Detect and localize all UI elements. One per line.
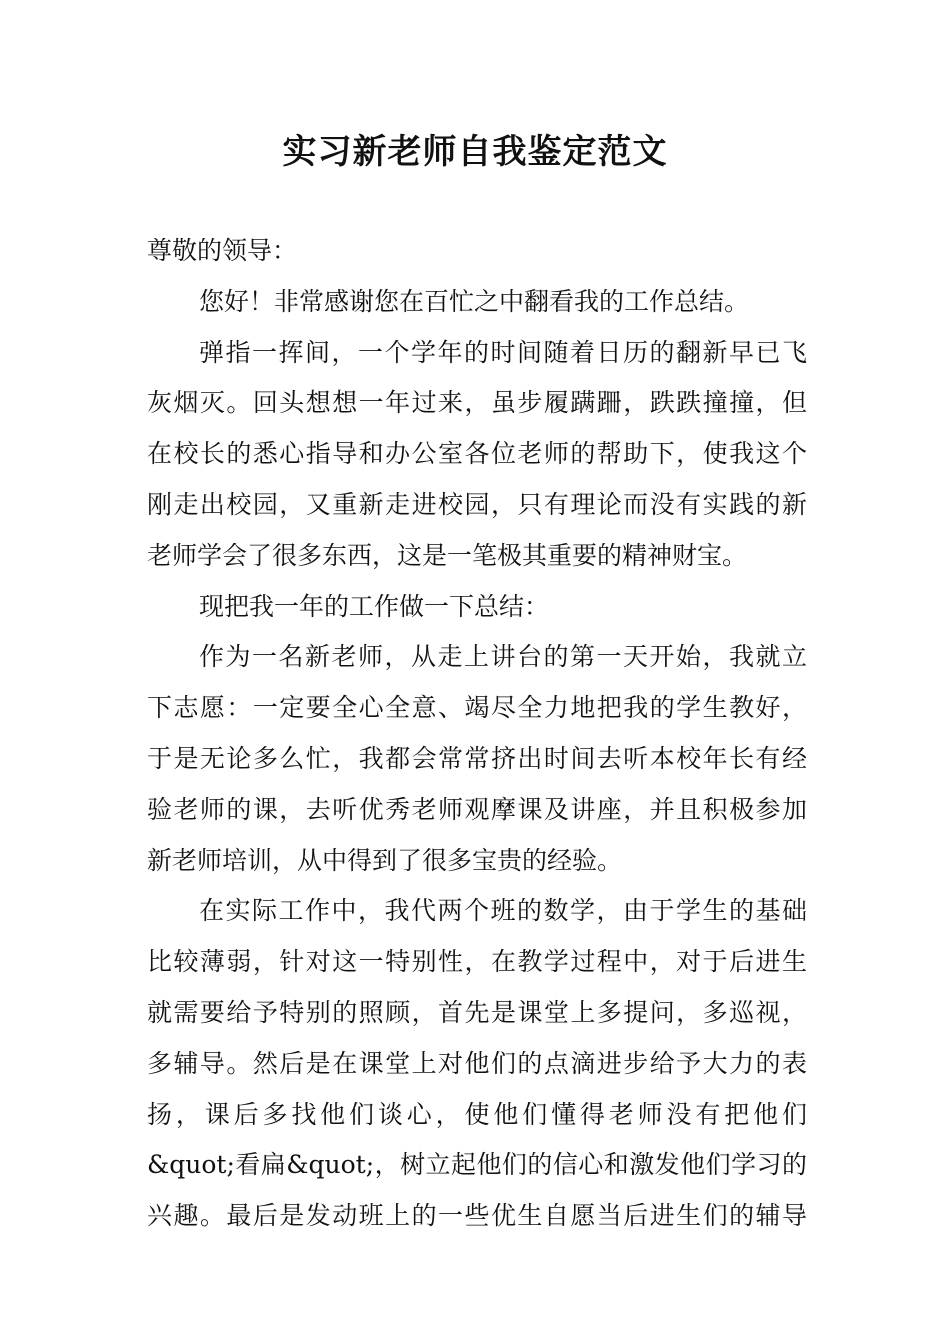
text-line: 验老师的课，去听优秀老师观摩课及讲座，并且积极参加 [147,794,807,824]
text-line: 灰烟灭。回头想想一年过来，虽步履蹒跚，跌跌撞撞，但 [147,388,807,418]
text-line: 新老师培训，从中得到了很多宝贵的经验。 [147,845,623,875]
text-line: 就需要给予特别的照顾，首先是课堂上多提问，多巡视， [147,997,807,1027]
text-line: 作为一名新老师，从走上讲台的第一天开始，我就立 [199,642,807,672]
text-line: 下志愿：一定要全心全意、竭尽全力地把我的学生教好， [147,693,807,723]
text-line: &quot;看扁&quot;，树立起他们的信心和激发他们学习的 [147,1150,807,1180]
text-line: 兴趣。最后是发动班上的一些优生自愿当后进生们的辅导 [147,1201,807,1231]
text-line: 弹指一挥间，一个学年的时间随着日历的翻新早已飞 [199,337,807,367]
text-line: 老师学会了很多东西，这是一笔极其重要的精神财宝。 [147,540,748,570]
text-line: 扬，课后多找他们谈心，使他们懂得老师没有把他们 [147,1099,807,1129]
text-line: 刚走出校园，又重新走进校园，只有理论而没有实践的新 [147,489,807,519]
document-title: 实习新老师自我鉴定范文 [282,132,668,172]
text-line: 多辅导。然后是在课堂上对他们的点滴进步给予大力的表 [147,1048,807,1078]
text-line: 比较薄弱，针对这一特别性，在教学过程中，对于后进生 [147,947,807,977]
text-line: 现把我一年的工作做一下总结： [199,591,550,621]
text-line: 在实际工作中，我代两个班的数学，由于学生的基础 [199,896,807,926]
text-line: 尊敬的领导： [147,236,298,265]
text-line: 于是无论多么忙，我都会常常挤出时间去听本校年长有经 [147,743,807,773]
text-line: 在校长的悉心指导和办公室各位老师的帮助下，使我这个 [147,439,807,469]
text-line: 您好！非常感谢您在百忙之中翻看我的工作总结。 [199,286,750,316]
document-body [147,226,807,1242]
